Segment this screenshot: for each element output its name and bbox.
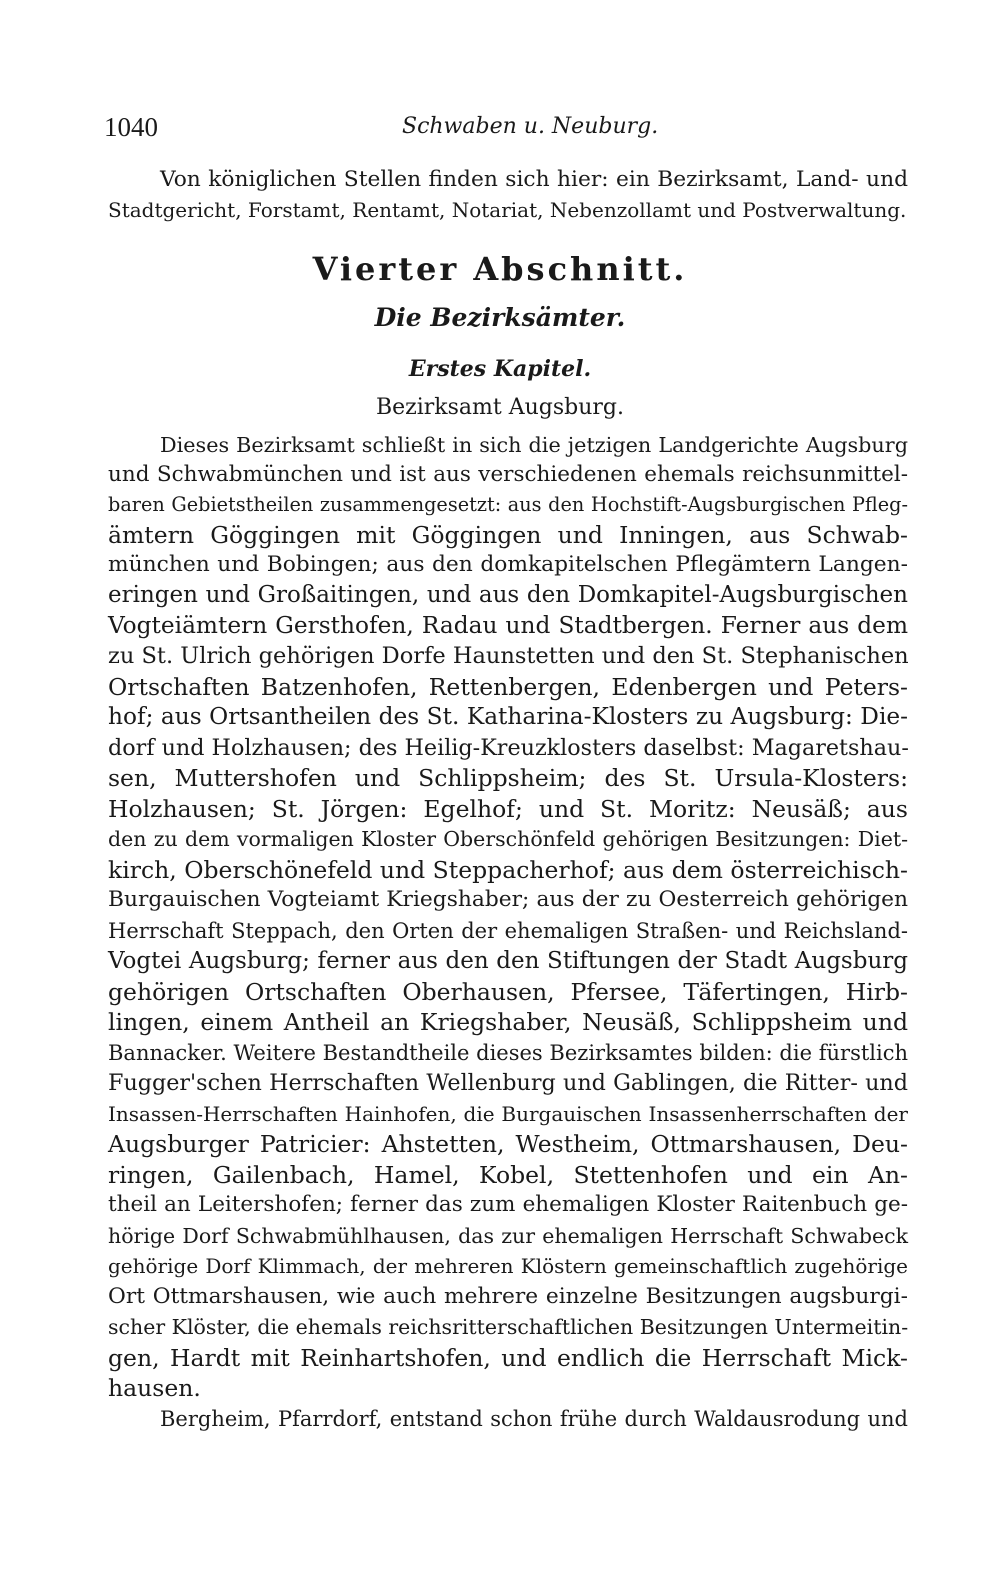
subsection-heading: Die Bezirksämter.	[374, 303, 626, 332]
page-number: 1040	[104, 112, 158, 142]
body-line: gehörigen Ortschaften Oberhausen, Pfersee, Täfertingen, Hirb-	[108, 978, 908, 1006]
body-line: gehörige Dorf Klimmach, der mehreren Klöstern gemeinschaftlich zugehörige	[108, 1254, 908, 1278]
body-line: Holzhausen; St. Jörgen: Egelhof; und St. Moritz: Neusäß; aus	[108, 795, 908, 823]
body-line: und Schwabmünchen und ist aus verschiedenen ehemals reichsunmittel-	[108, 462, 908, 487]
body-line: Fugger'schen Herrschaften Wellenburg und Gablingen, die Ritter- und	[108, 1070, 908, 1096]
body-line: scher Klöster, die ehemals reichsritterschaftlichen Besitzungen Untermeitin-	[108, 1315, 909, 1339]
intro-line: Stadtgericht, Forstamt, Rentamt, Notariat, Nebenzollamt und Postverwaltung.	[108, 198, 907, 222]
body-line: Bannacker. Weitere Bestandtheile dieses Bezirksamtes bilden: die fürstlich	[108, 1041, 908, 1065]
body-line: Ort Ottmarshausen, wie auch mehrere einzelne Besitzungen augsburgi-	[108, 1284, 908, 1309]
body-line: Burgauischen Vogteiamt Kriegshaber; aus der zu Oesterreich gehörigen	[108, 887, 908, 912]
body-line: Ortschaften Batzenhofen, Rettenbergen, Edenbergen und Peters-	[108, 673, 908, 701]
body-line: hof; aus Ortsantheilen des St. Katharina-Klosters zu Augsburg: Die-	[108, 703, 908, 730]
body-line: sen, Muttershofen und Schlippsheim; des St. Ursula-Klosters:	[108, 764, 908, 792]
body-line: Vogteiämtern Gersthofen, Radau und Stadtbergen. Ferner aus dem	[108, 612, 908, 639]
closing-line: Bergheim, Pfarrdorf, entstand schon frühe durch Waldausrodung und	[160, 1407, 908, 1431]
body-line: ringen, Gailenbach, Hamel, Kobel, Stettenhofen und ein An-	[108, 1161, 908, 1189]
running-title: Schwaben u. Neuburg.	[402, 114, 659, 139]
office-heading: Bezirksamt Augsburg.	[375, 395, 625, 420]
body-line: dorf und Holzhausen; des Heilig-Kreuzklosters daselbst: Magaretshau-	[108, 735, 909, 761]
body-line: Herrschaft Steppach, den Orten der ehemaligen Straßen- und Reichsland-	[108, 919, 908, 943]
body-line: münchen und Bobingen; aus den domkapitelschen Pflegämtern Langen-	[108, 552, 908, 577]
running-head	[104, 112, 904, 146]
body-line: baren Gebietstheilen zusammengesetzt: aus den Hochstift-Augsburgischen Pfleg-	[108, 493, 908, 516]
body-line: lingen, einem Antheil an Kriegshaber, Neusäß, Schlippsheim und	[108, 1008, 908, 1036]
body-line: gen, Hardt mit Reinhartshofen, und endlich die Herrschaft Mick-	[108, 1344, 908, 1372]
body-line: kirch, Oberschönefeld und Steppacherhof; aus dem österreichisch-	[108, 856, 908, 884]
body-line: theil an Leitershofen; ferner das zum ehemaligen Kloster Raitenbuch ge-	[108, 1192, 908, 1217]
body-line: Augsburger Patricier: Ahstetten, Westheim, Ottmarshausen, Deu-	[108, 1130, 908, 1158]
body-line: den zu dem vormaligen Kloster Oberschönfeld gehörigen Besitzungen: Diet-	[108, 827, 908, 851]
intro-line: Von königlichen Stellen finden sich hier: ein Bezirksamt, Land- und	[160, 167, 908, 192]
body-line: Insassen-Herrschaften Hainhofen, die Burgauischen Insassenherrschaften der	[108, 1102, 908, 1126]
body-line: hörige Dorf Schwabmühlhausen, das zur ehemaligen Herrschaft Schwabeck	[108, 1224, 908, 1248]
body-line: zu St. Ulrich gehörigen Dorfe Haunstetten und den St. Stephanischen	[108, 643, 909, 669]
body-line: Vogtei Augsburg; ferner aus den den Stiftungen der Stadt Augsburg	[108, 948, 908, 974]
body-line: hausen.	[108, 1374, 201, 1402]
body-line: Dieses Bezirksamt schließt in sich die jetzigen Landgerichte Augsburg	[160, 433, 908, 457]
chapter-heading: Erstes Kapitel.	[408, 356, 592, 382]
body-line: ämtern Göggingen mit Göggingen und Inningen, aus Schwab-	[108, 521, 908, 549]
section-heading: Vierter Abschnitt.	[312, 250, 688, 288]
body-line: eringen und Großaitingen, und aus den Domkapitel-Augsburgischen	[108, 582, 908, 608]
